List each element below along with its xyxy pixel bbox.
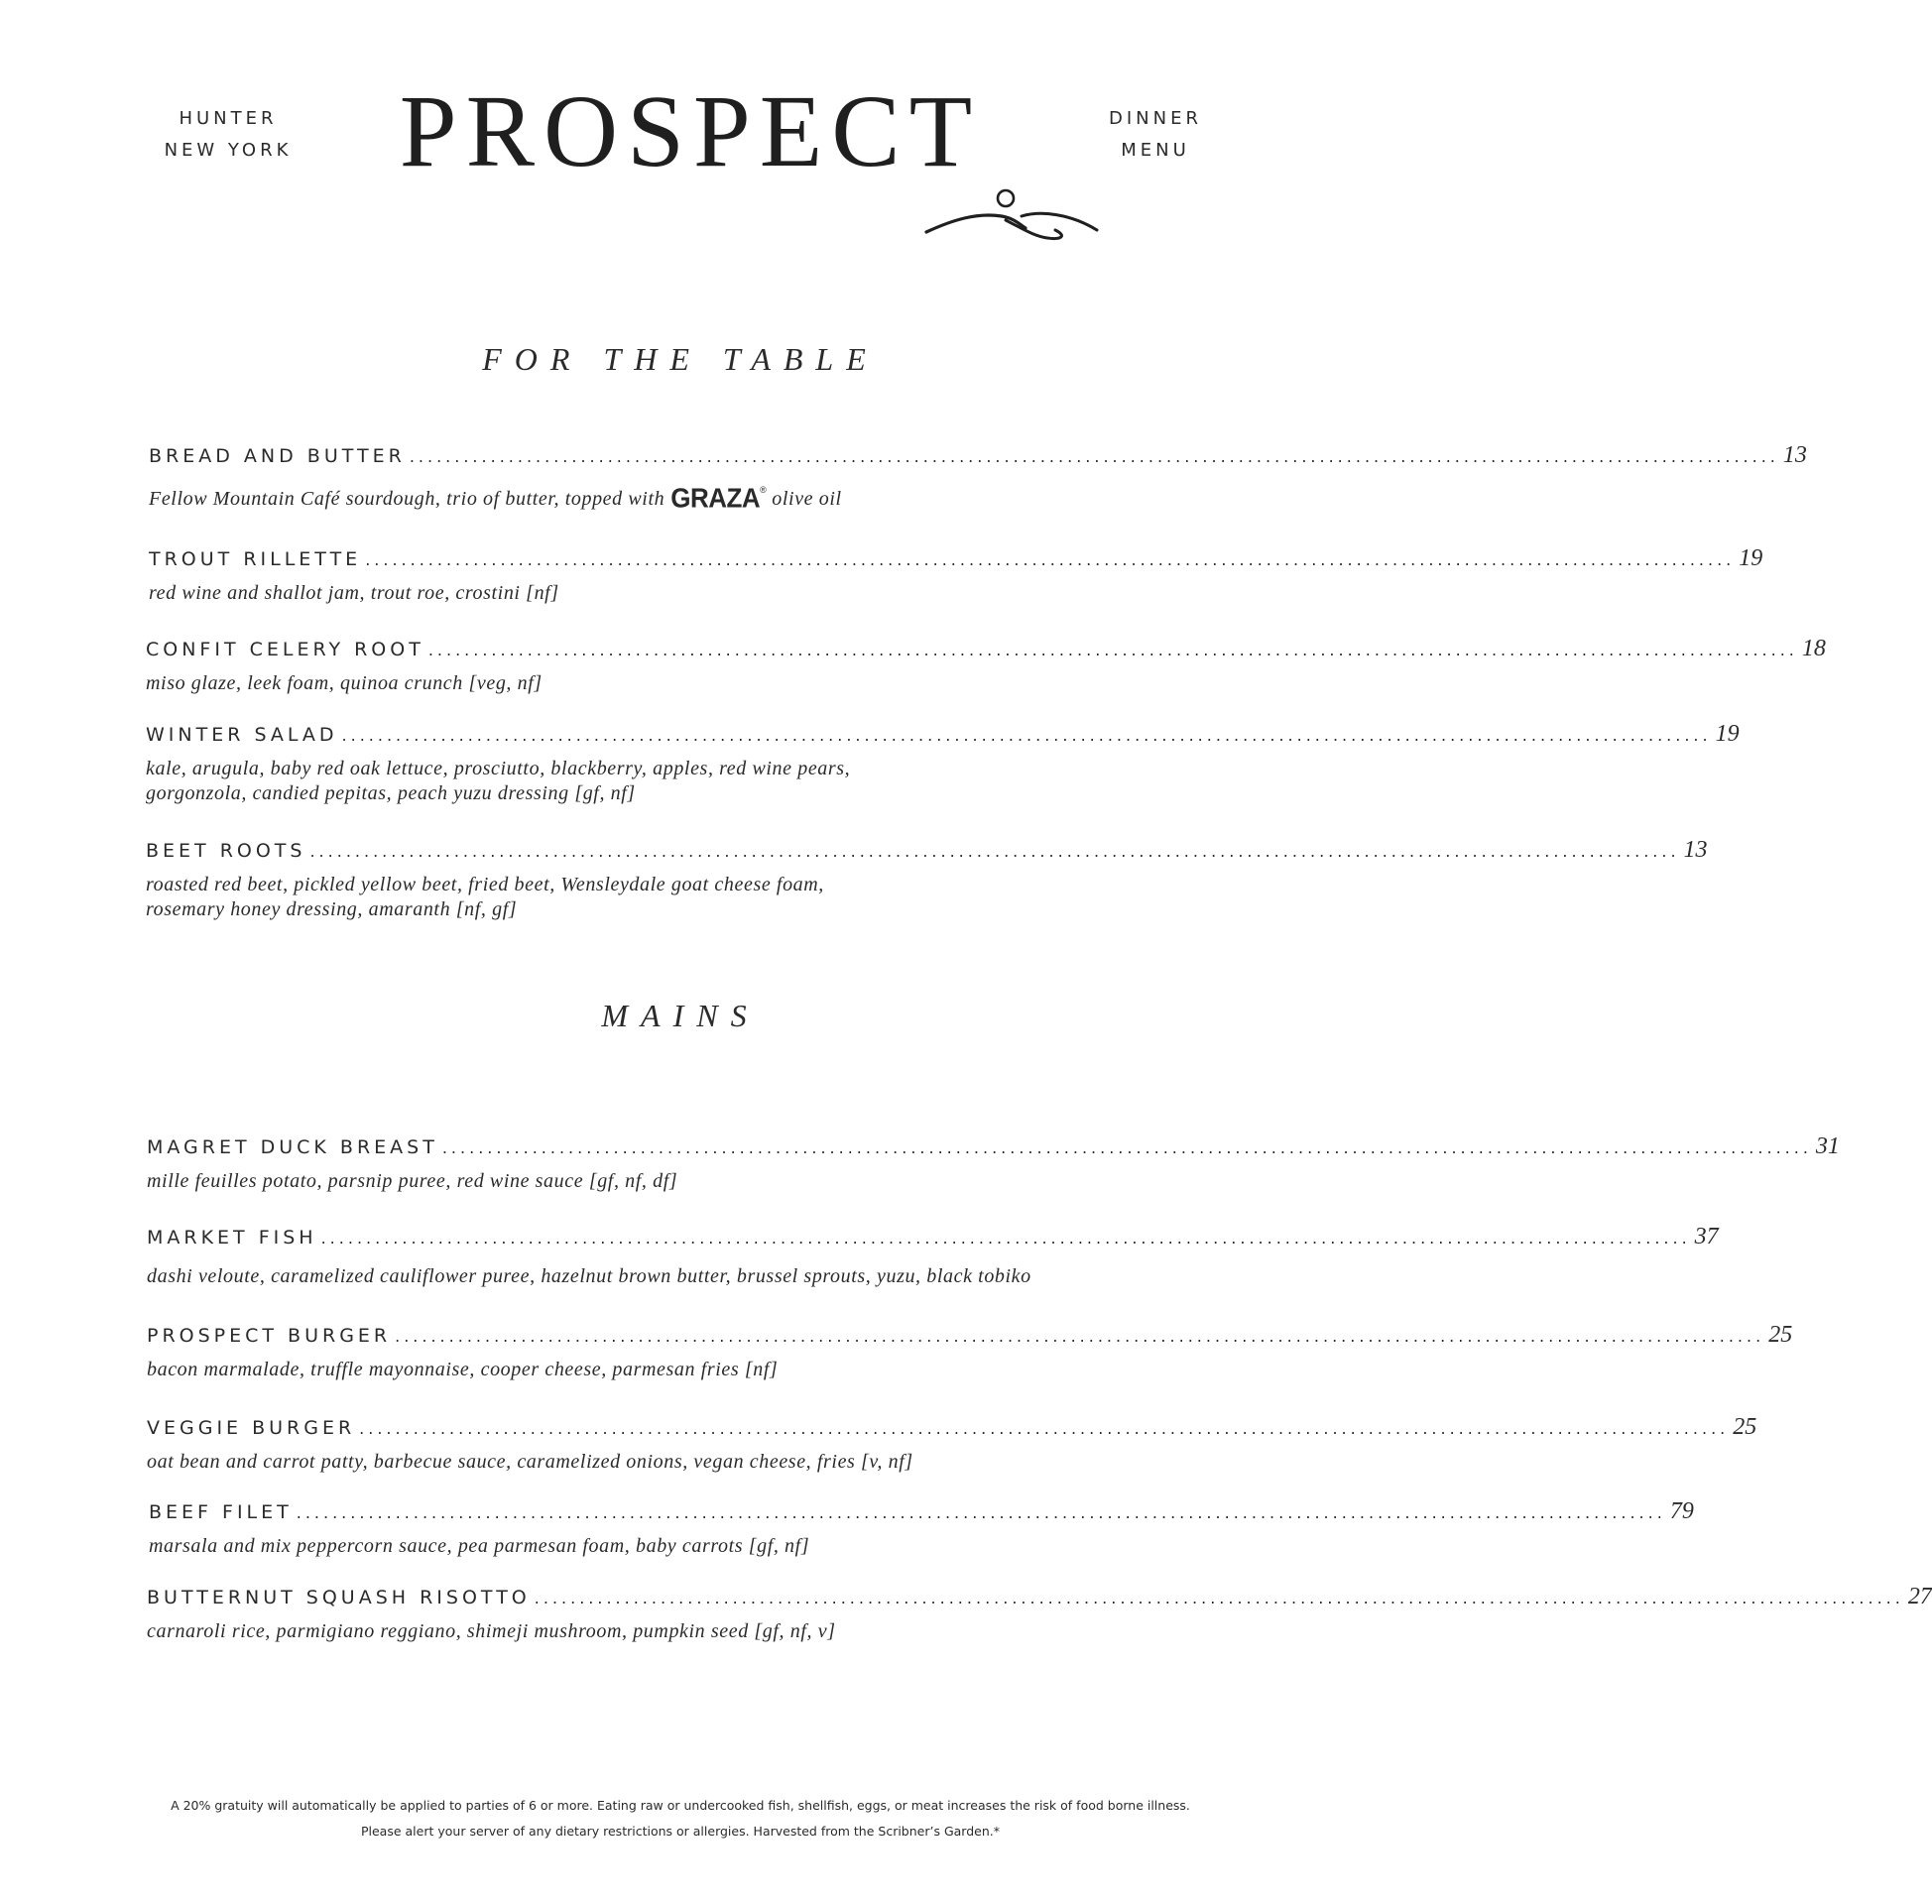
item-description: marsala and mix peppercorn sauce, pea parmesan foam, baby carrots [gf, nf]: [149, 1535, 810, 1557]
item-description: red wine and shallot jam, trout roe, crostini [nf]: [149, 582, 559, 604]
item-description: dashi veloute, caramelized cauliflower puree, hazelnut brown butter, brussel sprouts, yuzu, black tobiko: [147, 1265, 1031, 1287]
menu-type-label: [1081, 103, 1230, 167]
item-description: [146, 757, 1220, 806]
section-title-mains: MAINS: [601, 998, 760, 1033]
item-description: oat bean and carrot patty, barbecue sauce, caramelized onions, vegan cheese, fries [v, nf]: [147, 1451, 913, 1473]
dot-leader: ........................................................................................................................................................: [296, 1503, 1666, 1522]
item-description: bacon marmalade, truffle mayonnaise, cooper cheese, parmesan fries [nf]: [147, 1359, 779, 1380]
menu-item: [149, 545, 1763, 606]
item-price: 27: [1907, 1584, 1932, 1609]
item-description: mille feuilles potato, parsnip puree, red wine sauce [gf, nf, df]: [147, 1170, 678, 1192]
item-name: BUTTERNUT SQUASH RISOTTO: [147, 1587, 531, 1608]
restaurant-wordmark: PROSPECT: [399, 74, 982, 188]
menu-item: [147, 1322, 1793, 1382]
menu-item: [147, 1584, 1932, 1644]
location-label: [149, 103, 307, 167]
menu-item: [149, 1498, 1694, 1559]
item-description-line: gorgonzola, candied pepitas, peach yuzu dressing [gf, nf]: [146, 782, 636, 804]
item-price: 13: [1782, 442, 1807, 468]
item-description: carnaroli rice, parmigiano reggiano, shimeji mushroom, pumpkin seed [gf, nf, v]: [147, 1620, 836, 1642]
graza-wordmark: GRAZA: [670, 482, 761, 514]
dot-leader: ........................................................................................................................................................: [534, 1589, 1904, 1607]
footer-disclaimer: [0, 1793, 1361, 1844]
item-price: 25: [1768, 1322, 1793, 1348]
item-description-line: roasted red beet, pickled yellow beet, fried beet, Wensleydale goat cheese foam,: [146, 874, 824, 895]
registered-mark: ®: [760, 484, 767, 496]
item-price: 25: [1733, 1414, 1757, 1440]
item-name: CONFIT CELERY ROOT: [146, 639, 424, 660]
mountain-sun-icon: [922, 180, 1101, 250]
menu-item: [146, 636, 1826, 696]
menu-item: [147, 1414, 1757, 1475]
dot-leader: ........................................................................................................................................................: [395, 1327, 1765, 1346]
footer-line-1: A 20% gratuity will automatically be applied to parties of 6 or more. Eating raw or undercooked fish, shellfish, eggs, or meat increases the risk of food borne illness.: [171, 1798, 1190, 1813]
item-name: TROUT RILLETTE: [149, 548, 362, 570]
item-price: 31: [1815, 1133, 1840, 1159]
item-price: 37: [1694, 1224, 1719, 1250]
item-price: 18: [1801, 636, 1826, 661]
graza-logo: [670, 477, 766, 512]
item-price: 13: [1683, 837, 1708, 863]
item-price: 19: [1739, 545, 1763, 571]
item-name: BEET ROOTS: [146, 840, 306, 862]
item-name: MAGRET DUCK BREAST: [147, 1136, 438, 1158]
section-title-for-the-table: FOR THE TABLE: [482, 341, 879, 377]
menu-type-line-2: MENU: [1121, 140, 1190, 161]
menu-type-line-1: DINNER: [1109, 108, 1202, 129]
menu-item: [147, 1224, 1719, 1289]
item-description: miso glaze, leek foam, quinoa crunch [veg, nf]: [146, 672, 543, 694]
item-description-line: rosemary honey dressing, amaranth [nf, gf]: [146, 898, 518, 920]
item-name: VEGGIE BURGER: [147, 1417, 356, 1439]
footer-line-2: Please alert your server of any dietary restrictions or allergies. Harvested from the Scribner’s Garden.*: [360, 1824, 1000, 1839]
dot-leader: ........................................................................................................................................................: [441, 1138, 1812, 1157]
dot-leader: ........................................................................................................................................................: [341, 726, 1712, 745]
item-price: 79: [1669, 1498, 1694, 1524]
location-line-2: NEW YORK: [164, 140, 293, 161]
item-name: PROSPECT BURGER: [147, 1325, 392, 1347]
dot-leader: ........................................................................................................................................................: [320, 1229, 1691, 1248]
item-description: [149, 478, 1220, 512]
item-description-line: kale, arugula, baby red oak lettuce, prosciutto, blackberry, apples, red wine pears,: [146, 758, 851, 779]
menu-item: [147, 1133, 1840, 1194]
menu-item: [146, 721, 1740, 806]
item-price: 19: [1715, 721, 1740, 747]
item-description: [146, 873, 1220, 922]
dot-leader: ........................................................................................................................................................: [409, 447, 1779, 466]
dot-leader: ........................................................................................................................................................: [359, 1419, 1730, 1438]
item-name: WINTER SALAD: [146, 724, 338, 746]
menu-item: [146, 837, 1708, 922]
menu-item: [149, 442, 1807, 514]
item-description-text: olive oil: [772, 488, 842, 510]
item-description-text: Fellow Mountain Café sourdough, trio of butter, topped with: [149, 488, 665, 510]
location-line-1: HUNTER: [179, 108, 278, 129]
dot-leader: ........................................................................................................................................................: [427, 641, 1798, 659]
item-name: BEEF FILET: [149, 1501, 293, 1523]
item-name: BREAD AND BUTTER: [149, 445, 406, 467]
item-name: MARKET FISH: [147, 1227, 317, 1249]
dot-leader: ........................................................................................................................................................: [365, 550, 1736, 569]
dot-leader: ........................................................................................................................................................: [309, 842, 1680, 861]
